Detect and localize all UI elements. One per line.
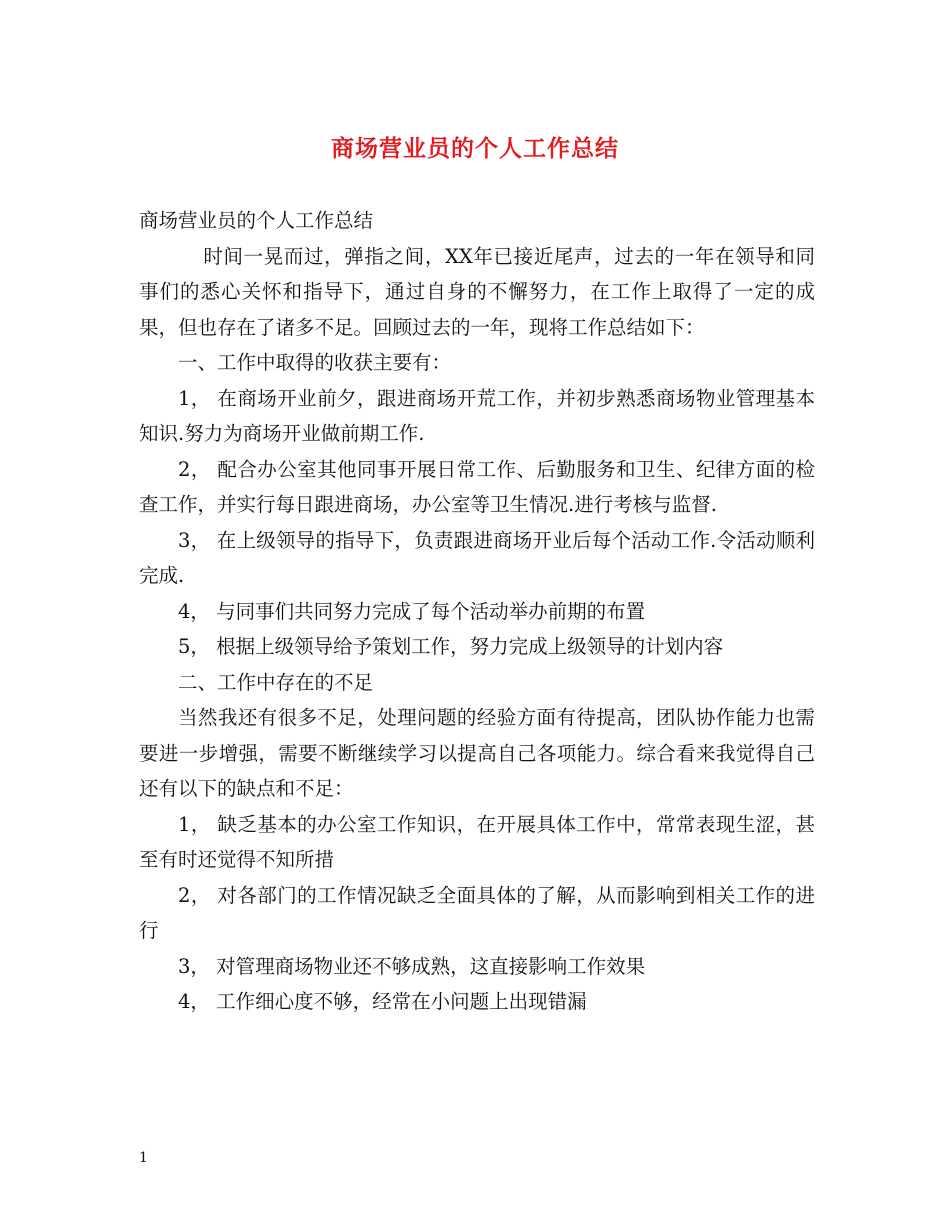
body-heading: 商场营业员的个人工作总结 [139,209,374,232]
intro-paragraph: 时间一晃而过，弹指之间，XX年已接近尾声，过去的一年在领导和同事们的悉心关怀和指导下，通过自身的不懈努力，在工作上取得了一定的成果，但也存在了诸多不足。回顾过去的一年，现将工作总结如下： [139,244,815,339]
shortcomings-paragraph: 当然我还有很多不足，处理问题的经验方面有待提高，团队协作能力也需要进一步增强，需要不断继续学习以提高自己各项能力。综合看来我觉得自己还有以下的缺点和不足： [139,706,815,800]
shortcoming-item-2: 2， 对各部门的工作情况缺乏全面具体的了解，从而影响到相关工作的进行 [139,883,815,942]
achievement-item-3: 3， 在上级领导的指导下，负责跟进商场开业后每个活动工作.令活动顺利完成. [139,528,815,587]
section-heading-achievements: 一、工作中取得的收获主要有： [178,351,452,374]
document-body [139,203,815,1020]
achievement-item-2: 2， 配合办公室其他同事开展日常工作、后勤服务和卫生、纪律方面的检查工作，并实行每日跟进商场，办公室等卫生情况.进行考核与监督. [139,457,815,516]
section-heading-shortcomings: 二、工作中存在的不足 [178,670,374,694]
shortcoming-item-1: 1， 缺乏基本的办公室工作知识，在开展具体工作中，常常表现生涩，甚至有时还觉得不知所措 [139,812,815,871]
achievement-item-1: 1， 在商场开业前夕，跟进商场开荒工作，并初步熟悉商场物业管理基本知识.努力为商场开业做前期工作. [139,386,815,445]
achievement-item-5: 5， 根据上级领导给予策划工作，努力完成上级领导的计划内容 [178,635,724,658]
shortcoming-item-4: 4， 工作细心度不够，经常在小问题上出现错漏 [178,990,587,1013]
shortcoming-item-3: 3， 对管理商场物业还不够成熟，这直接影响工作效果 [178,954,646,978]
page-number: 1 [139,1150,148,1166]
document-title: 商场营业员的个人工作总结 [331,135,619,162]
achievement-item-4: 4， 与同事们共同努力完成了每个活动举办前期的布置 [178,599,646,623]
